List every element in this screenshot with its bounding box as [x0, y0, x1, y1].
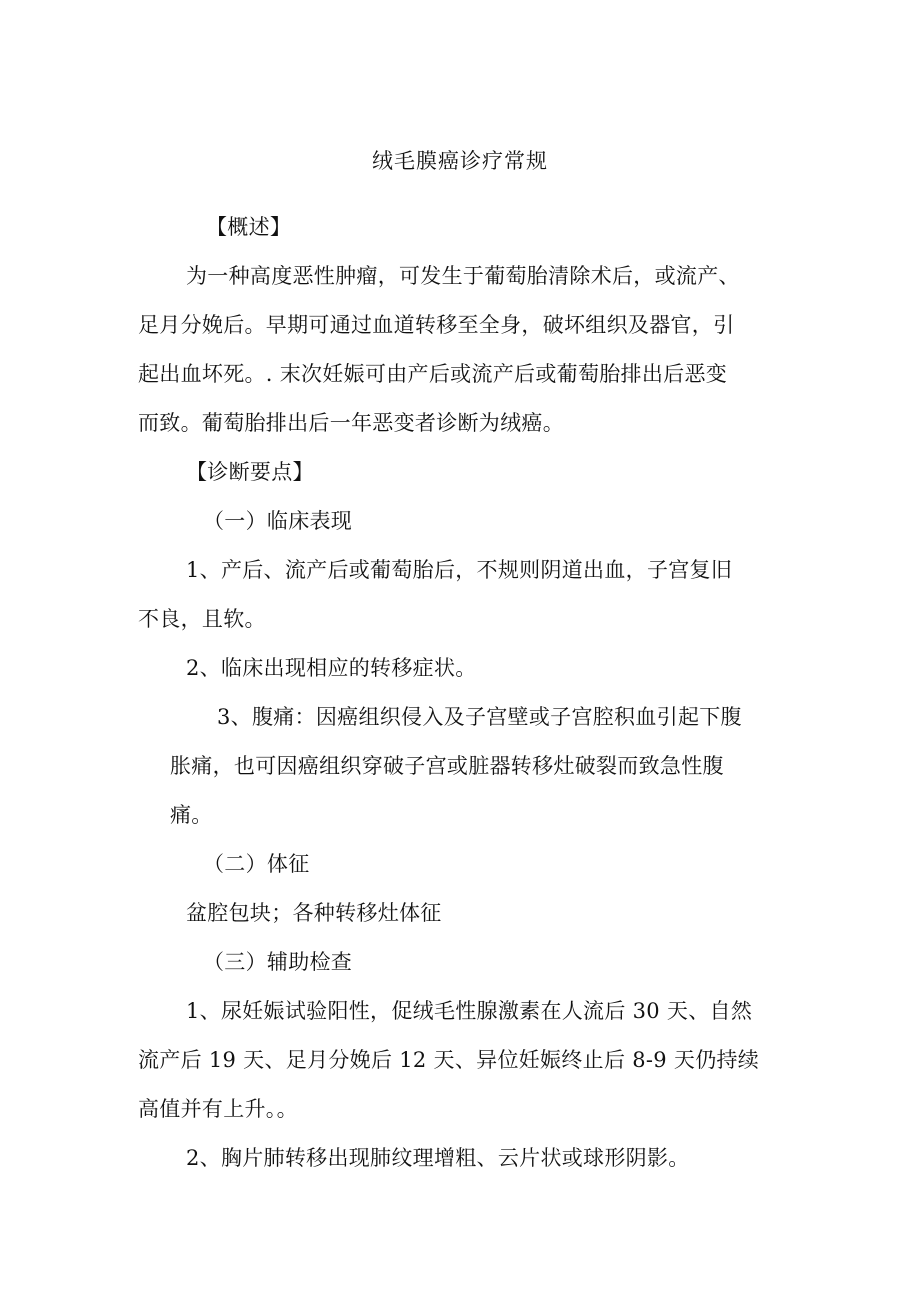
clinical-item-3-line-3: 痛。: [170, 803, 213, 827]
clinical-item-3-line-2: 胀痛，也可因癌组织穿破子宫或脏器转移灶破裂而致急性腹: [170, 754, 724, 778]
overview-line-3: 起出血坏死。. 末次妊娠可由产后或流产后或葡萄胎排出后恶变: [138, 362, 728, 386]
signs-text: 盆腔包块；各种转移灶体征: [186, 901, 442, 925]
aux-item-1-line-3: 高值并有上升。。: [138, 1097, 298, 1121]
aux-item-2: 2、胸片肺转移出现肺纹理增粗、云片状或球形阴影。: [186, 1146, 690, 1170]
aux-item-1-line-2: 流产后 19 天、足月分娩后 12 天、异位妊娠终止后 8-9 天仍持续: [138, 1048, 760, 1072]
section-heading-overview: 【概述】: [206, 215, 292, 239]
clinical-item-1-line-1: 1、产后、流产后或葡萄胎后，不规则阴道出血，子宫复旧: [186, 558, 733, 582]
clinical-item-1-line-2: 不良，且软。: [138, 607, 266, 631]
subheading-clinical: （一）临床表现: [203, 509, 353, 533]
section-heading-diagnosis: 【诊断要点】: [186, 460, 314, 484]
overview-line-1: 为一种高度恶性肿瘤，可发生于葡萄胎清除术后，或流产、: [186, 264, 740, 288]
aux-item-1-line-1: 1、尿妊娠试验阳性，促绒毛性腺激素在人流后 30 天、自然: [186, 999, 753, 1023]
subheading-aux: （三）辅助检查: [203, 950, 353, 974]
overview-line-4: 而致。葡萄胎排出后一年恶变者诊断为绒癌。: [138, 411, 564, 435]
clinical-item-3-line-1: 3、腹痛：因癌组织侵入及子宫壁或子宫腔积血引起下腹: [217, 705, 742, 729]
overview-line-2: 足月分娩后。早期可通过血道转移至全身，破坏组织及器官，引: [138, 313, 735, 337]
document-title: 绒毛膜癌诊疗常规: [372, 149, 548, 173]
clinical-item-2: 2、临床出现相应的转移症状。: [186, 656, 477, 680]
subheading-signs: （二）体征: [203, 852, 310, 876]
